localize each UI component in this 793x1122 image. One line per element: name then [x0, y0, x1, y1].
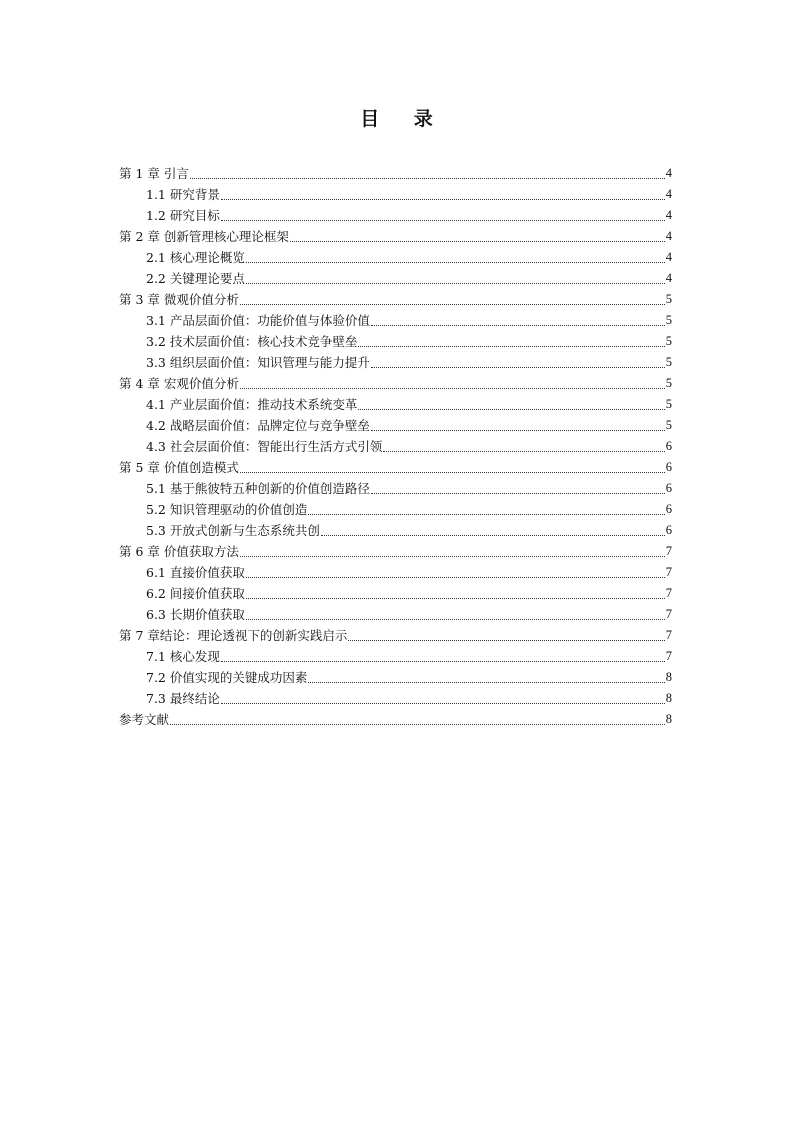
dot-leader [371, 366, 665, 368]
toc-section-entry[interactable] [119, 268, 672, 289]
dot-leader [321, 534, 665, 536]
toc-page-number: 7 [665, 649, 672, 663]
dot-leader [240, 387, 665, 389]
toc-section-entry[interactable] [119, 415, 672, 436]
toc-section-entry[interactable] [119, 646, 672, 667]
toc-entry-text: 第 3 章 微观价值分析 [119, 292, 239, 307]
toc-entry-text: 4.1 产业层面价值：推动技术系统变革 [146, 397, 358, 412]
dot-leader [190, 177, 665, 179]
dot-leader [358, 345, 664, 347]
dot-leader [308, 513, 664, 515]
toc-entry-text: 3.3 组织层面价值：知识管理与能力提升 [146, 355, 370, 370]
toc-entry-text: 1.1 研究背景 [146, 187, 220, 202]
toc-chapter-entry[interactable] [119, 541, 672, 562]
dot-leader [240, 471, 665, 473]
toc-section-entry[interactable] [119, 499, 672, 520]
toc-page-number: 5 [665, 376, 672, 390]
dot-leader [246, 261, 665, 263]
dot-leader [383, 450, 664, 452]
dot-leader [290, 240, 665, 242]
toc-entry-text: 参考文献 [119, 712, 170, 727]
toc-page-number: 4 [665, 187, 672, 201]
toc-page-number: 7 [665, 544, 672, 558]
toc-page-number: 6 [665, 460, 672, 474]
toc-section-entry[interactable] [119, 184, 672, 205]
dot-leader [221, 198, 665, 200]
toc-chapter-entry[interactable] [119, 163, 672, 184]
toc-entry-text: 5.1 基于熊彼特五种创新的价值创造路径 [146, 481, 370, 496]
toc-entry-text: 第 7 章结论：理论透视下的创新实践启示 [119, 628, 348, 643]
toc-entry-text: 6.1 直接价值获取 [146, 565, 245, 580]
dot-leader [240, 555, 665, 557]
toc-page-number: 7 [665, 586, 672, 600]
dot-leader [221, 219, 665, 221]
toc-section-entry[interactable] [119, 331, 672, 352]
toc-entry-text: 1.2 研究目标 [146, 208, 220, 223]
dot-leader [246, 282, 665, 284]
toc-page-number: 4 [665, 166, 672, 180]
toc-entry-text: 第 5 章 价值创造模式 [119, 460, 239, 475]
toc-entry-text: 5.2 知识管理驱动的价值创造 [146, 502, 308, 517]
toc-section-entry[interactable] [119, 604, 672, 625]
toc-entry-text: 5.3 开放式创新与生态系统共创 [146, 523, 320, 538]
toc-page-number: 5 [665, 334, 672, 348]
toc-entry-text: 6.3 长期价值获取 [146, 607, 245, 622]
toc-entry-text: 7.1 核心发现 [146, 649, 220, 664]
toc-section-entry[interactable] [119, 394, 672, 415]
toc-entry-text: 第 4 章 宏观价值分析 [119, 376, 239, 391]
toc-chapter-entry[interactable] [119, 226, 672, 247]
toc-chapter-entry[interactable] [119, 625, 672, 646]
dot-leader [348, 639, 664, 641]
toc-page-number: 5 [665, 313, 672, 327]
toc-entry-text: 2.2 关键理论要点 [146, 271, 245, 286]
toc-section-entry[interactable] [119, 478, 672, 499]
toc-entry-text: 第 1 章 引言 [119, 166, 189, 181]
toc-chapter-entry[interactable] [119, 373, 672, 394]
toc-section-entry[interactable] [119, 583, 672, 604]
toc-entry-text: 7.2 价值实现的关键成功因素 [146, 670, 308, 685]
toc-section-entry[interactable] [119, 352, 672, 373]
dot-leader [358, 408, 664, 410]
toc-page-number: 6 [665, 523, 672, 537]
dot-leader [371, 324, 665, 326]
toc-entry-text: 2.1 核心理论概览 [146, 250, 245, 265]
dot-leader [221, 702, 665, 704]
dot-leader [221, 660, 665, 662]
dot-leader [246, 576, 665, 578]
toc-section-entry[interactable] [119, 247, 672, 268]
table-of-contents [119, 163, 672, 730]
toc-section-entry[interactable] [119, 688, 672, 709]
toc-title: 目 录 [360, 108, 447, 130]
toc-page-number: 7 [665, 628, 672, 642]
toc-entry-text: 3.1 产品层面价值：功能价值与体验价值 [146, 313, 370, 328]
toc-page-number: 8 [665, 712, 672, 726]
dot-leader [246, 597, 665, 599]
toc-page-number: 4 [665, 250, 672, 264]
toc-entry-text: 第 2 章 创新管理核心理论框架 [119, 229, 289, 244]
dot-leader [246, 618, 665, 620]
toc-page-number: 7 [665, 607, 672, 621]
toc-page-number: 8 [665, 670, 672, 684]
toc-section-entry[interactable] [119, 520, 672, 541]
toc-section-entry[interactable] [119, 436, 672, 457]
toc-page-number: 5 [665, 397, 672, 411]
toc-page-number: 4 [665, 229, 672, 243]
toc-chapter-entry[interactable] [119, 289, 672, 310]
dot-leader [371, 492, 665, 494]
toc-section-entry[interactable] [119, 667, 672, 688]
toc-page-number: 6 [665, 439, 672, 453]
toc-entry-text: 6.2 间接价值获取 [146, 586, 245, 601]
toc-page-number: 5 [665, 292, 672, 306]
toc-entry-text: 4.2 战略层面价值：品牌定位与竞争壁垒 [146, 418, 370, 433]
toc-page-number: 8 [665, 691, 672, 705]
toc-page-number: 4 [665, 271, 672, 285]
toc-page-number: 5 [665, 418, 672, 432]
toc-section-entry[interactable] [119, 205, 672, 226]
toc-entry-text: 第 6 章 价值获取方法 [119, 544, 239, 559]
toc-chapter-entry[interactable] [119, 709, 672, 730]
toc-page-number: 7 [665, 565, 672, 579]
dot-leader [371, 429, 665, 431]
toc-page-number: 6 [665, 502, 672, 516]
toc-page-number: 4 [665, 208, 672, 222]
toc-section-entry[interactable] [119, 310, 672, 331]
toc-page-number: 6 [665, 481, 672, 495]
toc-entry-text: 7.3 最终结论 [146, 691, 220, 706]
toc-chapter-entry[interactable] [119, 457, 672, 478]
toc-section-entry[interactable] [119, 562, 672, 583]
dot-leader [240, 303, 665, 305]
toc-page-number: 5 [665, 355, 672, 369]
dot-leader [170, 723, 665, 725]
toc-entry-text: 3.2 技术层面价值：核心技术竞争壁垒 [146, 334, 358, 349]
dot-leader [308, 681, 664, 683]
toc-entry-text: 4.3 社会层面价值：智能出行生活方式引领 [146, 439, 383, 454]
